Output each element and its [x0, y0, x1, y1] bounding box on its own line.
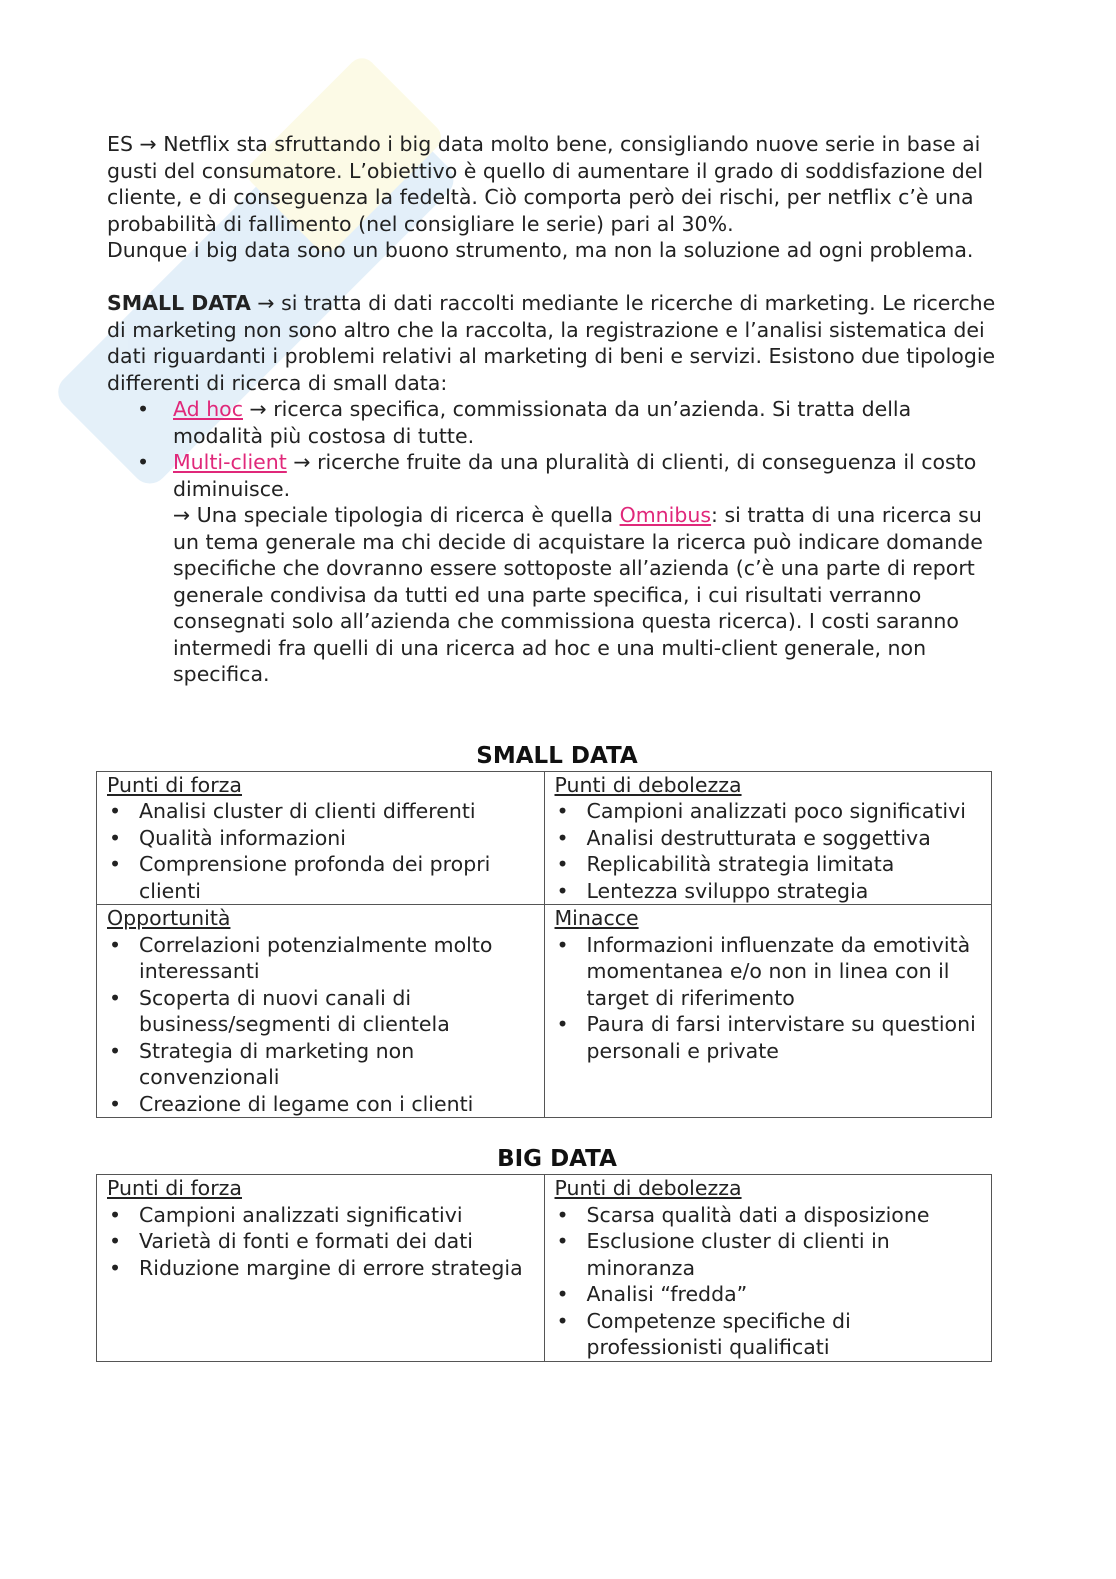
cell-heading: Punti di forza [107, 1176, 242, 1200]
list-item: • Analisi “fredda” [587, 1281, 984, 1308]
list-item: • Comprensione profonda dei propri clienti [139, 851, 536, 904]
big-data-table-title: BIG DATA [497, 1146, 617, 1172]
list-item: • Replicabilità strategia limitata [587, 851, 984, 878]
small-data-definition [107, 290, 1007, 396]
cell-heading: Punti di debolezza [554, 772, 742, 797]
omnibus-link[interactable]: Omnibus [619, 503, 712, 527]
small-weaknesses-cell [544, 771, 992, 905]
list-item: • Campioni analizzati poco significativi [587, 798, 984, 825]
small-data-swot-table [96, 771, 992, 1119]
big-strengths-cell [97, 1175, 545, 1362]
es-text: Netflix sta sfruttando i big data molto bene, consigliando nuove serie in base ai gusti del consumatore. L’obiettivo è quello di aumentare il grado di soddisfazione del cliente, e di conseguenza la fedeltà. Ciò comporta però dei rischi, per netflix c’è una probabilità di fallimento (nel consigliare le serie) pari al 30%. [107, 132, 984, 236]
list-item: • Paura di farsi intervistare su questioni personali e private [587, 1011, 984, 1064]
big-weaknesses-cell [544, 1175, 992, 1362]
list-item: • Riduzione margine di errore strategia [139, 1255, 536, 1282]
ad-hoc-link[interactable]: Ad hoc [173, 397, 243, 421]
intro-es-paragraph [107, 131, 1007, 237]
arrow-icon: → [139, 132, 157, 156]
small-data-table-title: SMALL DATA [476, 742, 638, 769]
list-item: • Qualità informazioni [139, 825, 536, 852]
list-item: • Lentezza sviluppo strategia [587, 878, 984, 905]
cell-heading: Minacce [554, 906, 639, 930]
arrow-icon: → [249, 397, 267, 421]
list-item: • Informazioni influenzate da emotività momentanea e/o non in linea con il target di riferimento [587, 932, 984, 1012]
document-page [107, 131, 1007, 1362]
cell-heading: Punti di debolezza [554, 1176, 742, 1200]
arrow-icon: → [293, 450, 311, 474]
es-prefix: ES [107, 132, 133, 156]
list-item: • Creazione di legame con i clienti [139, 1091, 536, 1118]
research-types-list [107, 396, 1007, 688]
small-threats-cell [544, 905, 992, 1118]
small-data-text: si tratta di dati raccolti mediante le ricerche di marketing. Le ricerche di marketing non sono altro che la raccolta, la registrazione e l’analisi sistematica dei dati riguardanti i problemi relativi al marketing di beni e servizi. Esistono due tipologie differenti di ricerca di small data: [107, 291, 996, 395]
list-item: • Esclusione cluster di clienti in minoranza [587, 1228, 984, 1281]
list-item: • Strategia di marketing non convenzionali [139, 1038, 536, 1091]
small-data-term: SMALL DATA [107, 291, 251, 315]
intro-conclusion: Dunque i big data sono un buono strumento, ma non la soluzione ad ogni problema. [107, 238, 974, 262]
arrow-icon: → [257, 291, 275, 315]
list-item: • Analisi cluster di clienti differenti [139, 798, 536, 825]
big-data-swot-table [96, 1174, 992, 1362]
list-item: • Scoperta di nuovi canali di business/segmenti di clientela [139, 985, 536, 1038]
list-item: • Ad hoc → ricerca specifica, commissionata da un’azienda. Si tratta della modalità più costosa di tutte. [173, 396, 1007, 449]
multi-client-link[interactable]: Multi-client [173, 450, 287, 474]
list-item: • Correlazioni potenzialmente molto interessanti [139, 932, 536, 985]
omnibus-paragraph: → Una speciale tipologia di ricerca è quella Omnibus: si tratta di una ricerca su un tema generale ma chi decide di acquistare la ricerca può indicare domande specifiche che dovranno essere sottoposte all’azienda (c’è una parte di report generale condivisa da tutti ed una parte specifica, i cui risultati verranno consegnati solo all’azienda che commissiona questa ricerca). I costi saranno intermedi fra quelli di una ricerca ad hoc e una multi-client generale, non specifica. [173, 503, 983, 686]
list-item: • Multi-client → ricerche fruite da una pluralità di clienti, di conseguenza il costo diminuisce. → Una speciale tipologia di ricerca è quella Omnibus: si tratta di una ricerca su un tema generale ma chi decide di acquistare la ricerca può indicare domande specifiche che dovranno essere sottoposte all’azienda (c’è una parte di report generale condivisa da tutti ed una parte specifica, i cui risultati verranno consegnati solo all’azienda che commissiona questa ricerca). I costi saranno intermedi fra quelli di una ricerca ad hoc e una multi-client generale, non specifica. [173, 449, 1007, 688]
cell-heading: Punti di forza [107, 772, 242, 797]
cell-heading: Opportunità [107, 906, 231, 930]
list-item: • Analisi destrutturata e soggettiva [587, 825, 984, 852]
list-item: • Varietà di fonti e formati dei dati [139, 1228, 536, 1255]
arrow-icon: → [173, 503, 191, 527]
small-opportunities-cell [97, 905, 545, 1118]
list-item: • Competenze specifiche di professionisti qualificati [587, 1308, 984, 1361]
list-item: • Scarsa qualità dati a disposizione [587, 1202, 984, 1229]
small-strengths-cell [97, 771, 545, 905]
list-item: • Campioni analizzati significativi [139, 1202, 536, 1229]
